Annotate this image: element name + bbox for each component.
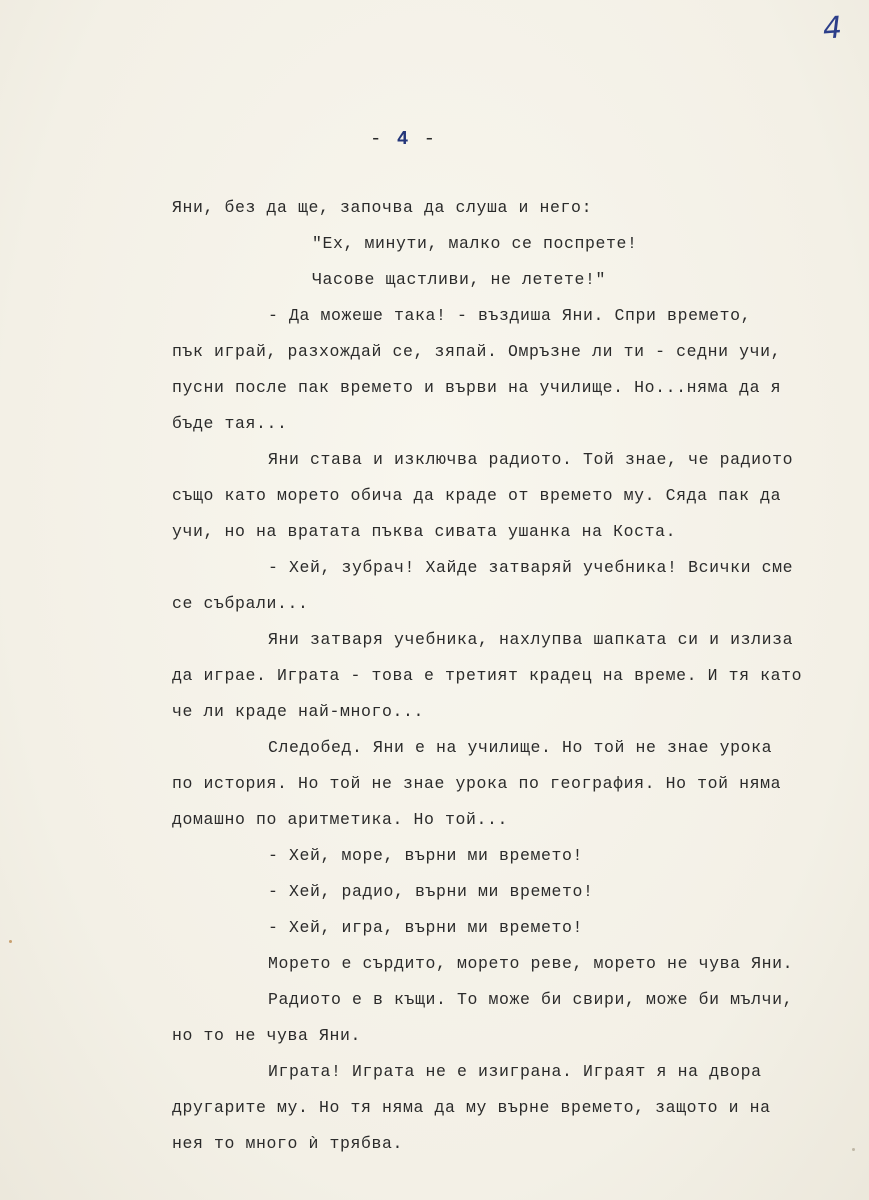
text-line: другарите му. Но тя няма да му върне времето, защото и на [172, 1098, 771, 1117]
text-line: пък играй, разхождай се, зяпай. Омръзне ли ти - седни учи, [172, 342, 782, 361]
dialogue-line: - Хей, игра, върни ми времето! [268, 918, 584, 937]
dialogue-line: - Хей, зубрач! Хайде затваряй учебника! Всички сме [268, 558, 794, 577]
paragraph-start-line: Следобед. Яни е на училище. Но той не знае урока [268, 738, 773, 757]
paragraph-start-line: Яни затваря учебника, нахлупва шапката си и излиза [268, 630, 794, 649]
text-line: но то не чува Яни. [172, 1026, 362, 1045]
poem-line: Часове щастливи, не летете!" [312, 270, 607, 289]
text-line: също като морето обича да краде от времето му. Сяда пак да [172, 486, 782, 505]
text-line: пусни после пак времето и върви на училище. Но...няма да я [172, 378, 782, 397]
text-line: домашно по аритметика. Но той... [172, 810, 509, 829]
page-marker-number: 4 [396, 128, 411, 150]
paper-speck [9, 940, 12, 943]
handwritten-page-number: 4 [821, 10, 844, 47]
paragraph-start-line: Играта! Играта не е изиграна. Играят я на двора [268, 1062, 762, 1081]
typed-page-marker [370, 128, 437, 150]
dialogue-line: - Да можеше така! - въздиша Яни. Спри времето, [268, 306, 752, 325]
page-marker-right-dash: - [423, 128, 438, 150]
text-line: бъде тая... [172, 414, 288, 433]
text-line: да играе. Играта - това е третият крадец на време. И тя като [172, 666, 803, 685]
page-marker-left-dash: - [370, 128, 384, 150]
poem-line: "Ех, минути, малко се поспрете! [312, 234, 638, 253]
text-line: нея то много ѝ трябва. [172, 1134, 404, 1153]
dialogue-line: - Хей, море, върни ми времето! [268, 846, 584, 865]
text-line: се събрали... [172, 594, 309, 613]
paragraph-start-line: Радиото е в къщи. То може би свири, може би мълчи, [268, 990, 794, 1009]
paragraph-start-line: Яни става и изключва радиото. Той знае, че радиото [268, 450, 794, 469]
paragraph-start-line: Морето е сърдито, морето реве, морето не чува Яни. [268, 954, 794, 973]
text-line: че ли краде най-много... [172, 702, 425, 721]
text-line: Яни, без да ще, започва да слуша и него: [172, 198, 593, 217]
text-line: по история. Но той не знае урока по география. Но той няма [172, 774, 782, 793]
text-line: учи, но на вратата пъква сивата ушанка на Коста. [172, 522, 677, 541]
dialogue-line: - Хей, радио, върни ми времето! [268, 882, 594, 901]
paper-speck [852, 1148, 855, 1151]
